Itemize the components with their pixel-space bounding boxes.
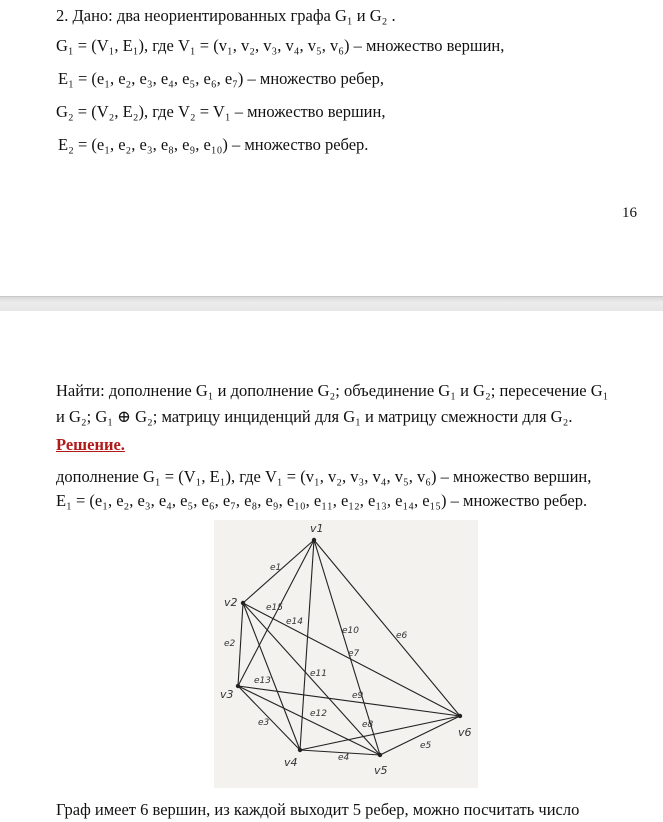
edge-e15 [300, 716, 460, 750]
conclusion-line: Граф имеет 6 вершин, из каждой выходит 5 ребер, можно посчитать число [56, 800, 580, 819]
label-e4: e4 [338, 753, 350, 763]
label-v1: v1 [310, 522, 324, 535]
label-e12: e12 [310, 709, 327, 719]
edge-e11 [238, 540, 314, 686]
label-e11: e11 [310, 669, 327, 679]
task-heading: 2. Дано: два неориентированных графа G₁ и G₂ . [56, 6, 396, 25]
page-number: 16 [622, 205, 637, 221]
label-v6: v6 [458, 726, 472, 739]
label-e8: e8 [362, 720, 374, 730]
label-v2: v2 [224, 596, 238, 609]
vertex-v5 [378, 753, 382, 757]
edge-labels [224, 563, 432, 763]
vertex-v4 [298, 748, 302, 752]
vertex-v2 [241, 601, 245, 605]
edge-set-e1-definition: E₁ = (e₁, e₂, e₃, e₄, e₅, e₆, e₇) – множество ребер, [58, 69, 384, 88]
label-e6: e6 [396, 631, 408, 641]
edge-e2 [238, 603, 243, 686]
edge-e9 [238, 686, 460, 716]
complete-graph-sketch [214, 520, 478, 788]
label-e7: e7 [348, 649, 360, 659]
label-e15: e15 [266, 603, 283, 613]
label-e2: e2 [224, 639, 236, 649]
label-e14: e14 [286, 617, 303, 627]
find-line-1: Найти: дополнение G₁ и дополнение G₂; объединение G₁ и G₂; пересечение G₁ [56, 381, 609, 400]
label-e13: e13 [254, 676, 271, 686]
find-line-2: и G₂; G₁ ⊕ G₂; матрицу инциденций для G₁ и матрицу смежности для G₂. [56, 407, 573, 426]
label-e5: e5 [420, 741, 432, 751]
complement-definition: дополнение G₁ = (V₁, E₁), где V₁ = (v₁, v₂, v₃, v₄, v₅, v₆) – множество вершин, [56, 467, 592, 486]
vertex-v3 [236, 684, 240, 688]
label-e3: e3 [258, 718, 270, 728]
label-v5: v5 [374, 764, 388, 777]
vertex-v1 [312, 538, 316, 542]
graph-drawing [214, 520, 478, 788]
graph-g1-definition: G₁ = (V₁, E₁), где V₁ = (v₁, v₂, v₃, v₄, v₅, v₆) – множество вершин, [56, 36, 505, 55]
label-e1: e1 [270, 563, 282, 573]
vertex-v6 [458, 714, 462, 718]
page-separator [0, 296, 663, 312]
label-e10: e10 [342, 626, 359, 636]
label-v4: v4 [284, 756, 298, 769]
edge-set-e2-definition: E₂ = (e₁, e₂, e₃, e₈, e₉, e₁₀) – множество ребер. [58, 135, 369, 154]
label-e9: e9 [352, 691, 364, 701]
label-v3: v3 [220, 688, 234, 701]
solution-heading: Решение. [56, 435, 125, 454]
complement-edge-set: E₁ = (e₁, e₂, e₃, e₄, e₅, e₆, e₇, e₈, e₉, e₁₀, e₁₁, e₁₂, e₁₃, e₁₄, e₁₅) – множество ребер. [56, 491, 588, 510]
edge-e6 [314, 540, 460, 716]
graph-g2-definition: G₂ = (V₂, E₂), где V₂ = V₁ – множество вершин, [56, 102, 386, 121]
